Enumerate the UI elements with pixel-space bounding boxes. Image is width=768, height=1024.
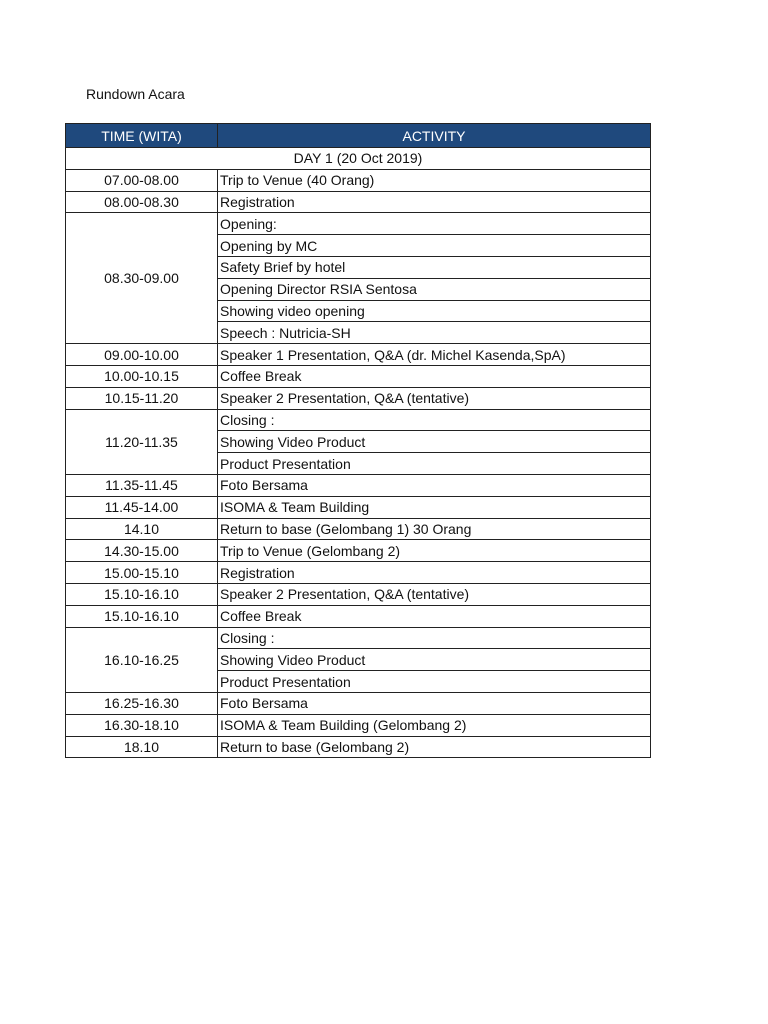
activity-cell: Showing video opening <box>218 300 651 322</box>
rundown-table <box>65 123 651 758</box>
time-cell: 15.10-16.10 <box>66 583 218 605</box>
table-row <box>66 627 651 649</box>
activity-cell: Registration <box>218 562 651 584</box>
time-cell: 09.00-10.00 <box>66 344 218 366</box>
activity-cell: Opening by MC <box>218 235 651 257</box>
activity-cell: Closing : <box>218 627 651 649</box>
table-row <box>66 169 651 191</box>
time-cell: 08.00-08.30 <box>66 191 218 213</box>
page-title: Rundown Acara <box>86 86 185 102</box>
activity-cell: ISOMA & Team Building (Gelombang 2) <box>218 714 651 736</box>
activity-cell: Foto Bersama <box>218 692 651 714</box>
activity-cell: Return to base (Gelombang 2) <box>218 736 651 758</box>
activity-cell: Registration <box>218 191 651 213</box>
activity-cell: Foto Bersama <box>218 474 651 496</box>
table-row <box>66 583 651 605</box>
time-cell: 11.35-11.45 <box>66 474 218 496</box>
table-row <box>66 736 651 758</box>
activity-cell: Product Presentation <box>218 453 651 475</box>
activity-cell: Coffee Break <box>218 365 651 387</box>
activity-cell: ISOMA & Team Building <box>218 496 651 518</box>
time-cell: 14.30-15.00 <box>66 540 218 562</box>
activity-cell: Showing Video Product <box>218 431 651 453</box>
table-row <box>66 692 651 714</box>
activity-cell: Opening: <box>218 213 651 235</box>
table-row <box>66 540 651 562</box>
time-cell: 07.00-08.00 <box>66 169 218 191</box>
activity-cell: Return to base (Gelombang 1) 30 Orang <box>218 518 651 540</box>
time-cell: 16.25-16.30 <box>66 692 218 714</box>
activity-cell: Trip to Venue (Gelombang 2) <box>218 540 651 562</box>
activity-cell: Safety Brief by hotel <box>218 256 651 278</box>
schedule-body <box>66 148 651 758</box>
table-row <box>66 365 651 387</box>
activity-cell: Product Presentation <box>218 671 651 693</box>
activity-cell: Speaker 2 Presentation, Q&A (tentative) <box>218 583 651 605</box>
table-row <box>66 562 651 584</box>
activity-cell: Speaker 2 Presentation, Q&A (tentative) <box>218 387 651 409</box>
table-row <box>66 474 651 496</box>
table-row <box>66 344 651 366</box>
time-cell: 18.10 <box>66 736 218 758</box>
table-header-row <box>66 124 651 148</box>
activity-column-header: ACTIVITY <box>218 124 651 148</box>
table-row <box>66 387 651 409</box>
time-cell: 16.10-16.25 <box>66 627 218 692</box>
time-cell: 08.30-09.00 <box>66 213 218 344</box>
activity-cell: Opening Director RSIA Sentosa <box>218 278 651 300</box>
table-row <box>66 191 651 213</box>
table-row <box>66 518 651 540</box>
activity-cell: Speech : Nutricia-SH <box>218 322 651 344</box>
table-row <box>66 605 651 627</box>
day-row <box>66 148 651 170</box>
time-cell: 16.30-18.10 <box>66 714 218 736</box>
time-cell: 15.10-16.10 <box>66 605 218 627</box>
time-column-header: TIME (WITA) <box>66 124 218 148</box>
activity-cell: Showing Video Product <box>218 649 651 671</box>
table-row <box>66 714 651 736</box>
activity-cell: Trip to Venue (40 Orang) <box>218 169 651 191</box>
table-row <box>66 213 651 235</box>
time-cell: 15.00-15.10 <box>66 562 218 584</box>
activity-cell: Closing : <box>218 409 651 431</box>
day-label: DAY 1 (20 Oct 2019) <box>66 148 651 170</box>
activity-cell: Coffee Break <box>218 605 651 627</box>
time-cell: 11.45-14.00 <box>66 496 218 518</box>
table-row <box>66 496 651 518</box>
activity-cell: Speaker 1 Presentation, Q&A (dr. Michel Kasenda,SpA) <box>218 344 651 366</box>
time-cell: 10.15-11.20 <box>66 387 218 409</box>
table-row <box>66 409 651 431</box>
time-cell: 10.00-10.15 <box>66 365 218 387</box>
time-cell: 11.20-11.35 <box>66 409 218 474</box>
time-cell: 14.10 <box>66 518 218 540</box>
